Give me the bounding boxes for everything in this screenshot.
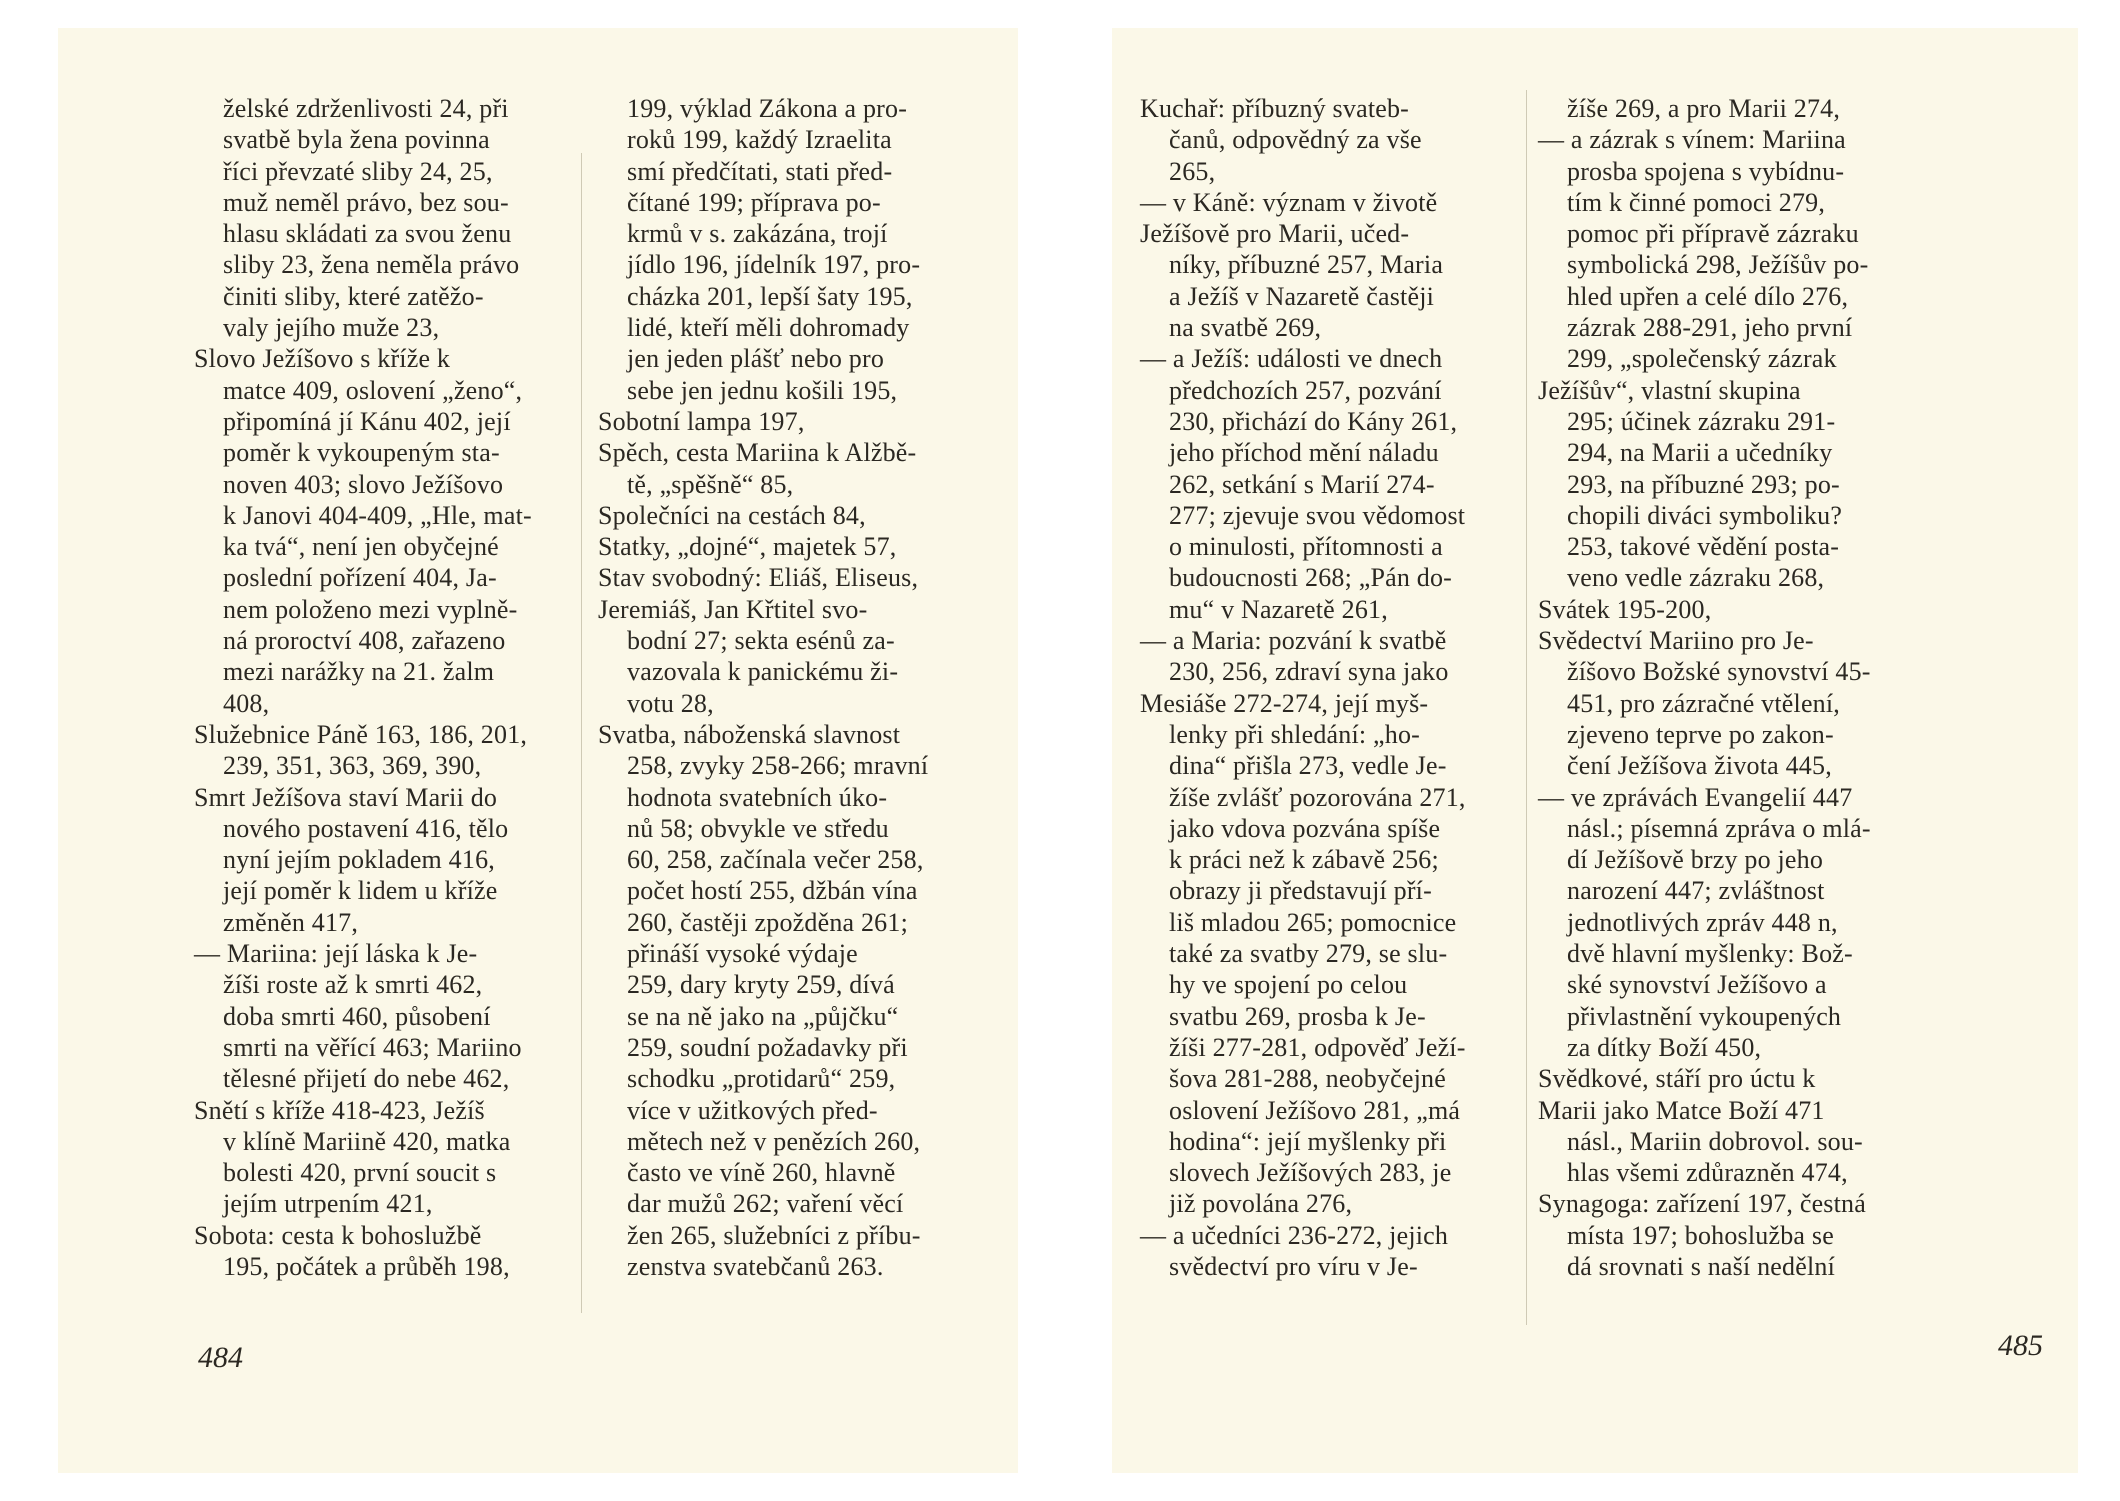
index-line: doba smrti 460, působení bbox=[223, 1001, 491, 1031]
index-line: činiti sliby, které zatěžo- bbox=[223, 281, 484, 311]
index-line: votu 28, bbox=[627, 688, 714, 718]
index-line: její poměr k lidem u kříže bbox=[223, 876, 498, 906]
index-line: tělesné přijetí do nebe 462, bbox=[223, 1064, 510, 1094]
index-line: 258, zvyky 258-266; mravní bbox=[627, 751, 929, 781]
index-column-3 bbox=[1140, 93, 1580, 1282]
index-line: šova 281-288, neobyčejné bbox=[1169, 1064, 1447, 1094]
index-line: Marii jako Matce Boží 471 bbox=[1538, 1095, 1825, 1125]
index-line: Smrt Ježíšova staví Marii do bbox=[194, 782, 498, 812]
index-line: předchozích 257, pozvání bbox=[1169, 375, 1442, 405]
index-line: prosba spojena s vybídnu- bbox=[1567, 156, 1845, 186]
index-line: a Ježíš v Nazaretě častěji bbox=[1169, 281, 1435, 311]
index-line: k práci než k zábavě 256; bbox=[1169, 845, 1439, 875]
index-line: 277; zjevuje svou vědomost bbox=[1169, 500, 1466, 530]
index-line: 294, na Marii a učedníky bbox=[1567, 438, 1833, 468]
index-line: 295; účinek zázraku 291- bbox=[1567, 406, 1836, 436]
index-line: 239, 351, 363, 369, 390, bbox=[223, 751, 482, 781]
index-line: 259, dary kryty 259, dívá bbox=[627, 970, 895, 1000]
index-line: — a učedníci 236-272, jejich bbox=[1140, 1220, 1449, 1250]
index-line: více v užitkových před- bbox=[627, 1095, 878, 1125]
right-page bbox=[1112, 28, 2078, 1473]
index-line: sebe jen jednu košili 195, bbox=[627, 375, 898, 405]
index-line: cházka 201, lepší šaty 195, bbox=[627, 281, 913, 311]
index-line: — a zázrak s vínem: Mariina bbox=[1538, 125, 1846, 155]
index-line: nového postavení 416, tělo bbox=[223, 813, 509, 843]
index-line: žíši roste až k smrti 462, bbox=[223, 970, 483, 1000]
index-line: roků 199, každý Izraelita bbox=[627, 125, 892, 155]
index-line: za dítky Boží 450, bbox=[1567, 1032, 1762, 1062]
index-line: 259, soudní požadavky při bbox=[627, 1032, 908, 1062]
index-line: dina“ přišla 273, vedle Je- bbox=[1169, 751, 1447, 781]
index-line: mu“ v Nazaretě 261, bbox=[1169, 594, 1388, 624]
index-line: v klíně Mariině 420, matka bbox=[223, 1126, 511, 1156]
index-line: níky, příbuzné 257, Maria bbox=[1169, 250, 1444, 280]
index-line: — a Maria: pozvání k svatbě bbox=[1140, 626, 1447, 656]
index-line: místa 197; bohoslužba se bbox=[1567, 1220, 1834, 1250]
index-line: matce 409, oslovení „ženo“, bbox=[223, 375, 523, 405]
index-line: o minulosti, přítomnosti a bbox=[1169, 532, 1443, 562]
index-line: 253, takové vědění posta- bbox=[1567, 532, 1840, 562]
index-line: říci převzaté sliby 24, 25, bbox=[223, 156, 493, 186]
index-line: Statky, „dojné“, majetek 57, bbox=[598, 532, 897, 562]
index-line: poměr k vykoupeným sta- bbox=[223, 438, 500, 468]
index-line: symbolická 298, Ježíšův po- bbox=[1567, 250, 1869, 280]
index-line: žíše zvlášť pozorována 271, bbox=[1169, 782, 1466, 812]
index-line: k Janovi 404-409, „Hle, mat- bbox=[223, 500, 532, 530]
index-line: — a Ježíš: události ve dnech bbox=[1140, 344, 1443, 374]
index-line: přivlastnění vykoupených bbox=[1567, 1001, 1842, 1031]
index-line: 230, 256, zdraví syna jako bbox=[1169, 657, 1449, 687]
index-line: žen 265, služebníci z příbu- bbox=[627, 1220, 921, 1250]
index-line: 299, „společenský zázrak bbox=[1567, 344, 1837, 374]
index-line: počet hostí 255, džbán vína bbox=[627, 876, 918, 906]
index-line: se na ně jako na „půjčku“ bbox=[627, 1001, 899, 1031]
index-line: budoucnosti 268; „Pán do- bbox=[1169, 563, 1453, 593]
index-line: hy ve spojení po celou bbox=[1169, 970, 1408, 1000]
index-line: tě, „spěšně“ 85, bbox=[627, 469, 794, 499]
index-line: Synagoga: zařízení 197, čestná bbox=[1538, 1189, 1866, 1219]
index-line: Kuchař: příbuzný svateb- bbox=[1140, 94, 1410, 123]
index-line: přináší vysoké výdaje bbox=[627, 939, 858, 969]
index-line: ná proroctví 408, zařazeno bbox=[223, 626, 506, 656]
index-line: Svátek 195-200, bbox=[1538, 594, 1712, 624]
index-line: vazovala k panickému ži- bbox=[627, 657, 899, 687]
index-line: tím k činné pomoci 279, bbox=[1567, 187, 1826, 217]
index-line: Sobotní lampa 197, bbox=[598, 406, 805, 436]
index-line: — ve zprávách Evangelií 447 bbox=[1538, 782, 1853, 812]
index-column-4 bbox=[1538, 93, 1978, 1282]
index-line: zázrak 288-291, jeho první bbox=[1567, 313, 1853, 343]
index-line: na svatbě 269, bbox=[1169, 313, 1322, 343]
index-line: pomoc při přípravě zázraku bbox=[1567, 219, 1859, 249]
index-line: čanů, odpovědný za vše bbox=[1169, 125, 1422, 155]
index-line: ské synovství Ježíšovo a bbox=[1567, 970, 1827, 1000]
index-line: žíše 269, a pro Marii 274, bbox=[1567, 94, 1841, 123]
column-divider bbox=[1526, 90, 1527, 1325]
index-line: dí Ježíšově brzy po jeho bbox=[1567, 845, 1824, 875]
index-line: 195, počátek a průběh 198, bbox=[223, 1251, 510, 1281]
page-number: 484 bbox=[198, 1341, 243, 1374]
index-line: krmů v s. zakázána, trojí bbox=[627, 219, 888, 249]
index-line: Snětí s kříže 418-423, Ježíš bbox=[194, 1095, 485, 1125]
index-line: 260, častěji zpožděna 261; bbox=[627, 907, 908, 937]
index-line: Ježíšův“, vlastní skupina bbox=[1538, 375, 1801, 405]
index-line: násl.; písemná zpráva o mlá- bbox=[1567, 813, 1871, 843]
index-line: sliby 23, žena neměla právo bbox=[223, 250, 520, 280]
index-line: želské zdrženlivosti 24, při bbox=[223, 94, 509, 123]
index-line: Společníci na cestách 84, bbox=[598, 500, 866, 530]
index-line: připomíná jí Kánu 402, její bbox=[223, 406, 511, 436]
index-line: zenstva svatebčanů 263. bbox=[627, 1251, 884, 1281]
index-line: svatbu 269, prosba k Je- bbox=[1169, 1001, 1426, 1031]
page-number: 485 bbox=[1998, 1329, 2043, 1362]
index-line: schodku „protidarů“ 259, bbox=[627, 1064, 896, 1094]
index-line: jen jeden plášť nebo pro bbox=[627, 344, 885, 374]
index-line: 408, bbox=[223, 688, 270, 718]
index-line: Sobota: cesta k bohoslužbě bbox=[194, 1220, 482, 1250]
index-line: liš mladou 265; pomocnice bbox=[1169, 907, 1457, 937]
index-line: žíšovo Božské synovství 45- bbox=[1567, 657, 1871, 687]
index-line: chopili diváci symboliku? bbox=[1567, 500, 1843, 530]
index-line: dvě hlavní myšlenky: Bož- bbox=[1567, 939, 1853, 969]
index-line: Svědkové, stáří pro úctu k bbox=[1538, 1064, 1816, 1094]
index-line: často ve víně 260, hlavně bbox=[627, 1158, 896, 1188]
index-line: valy jejího muže 23, bbox=[223, 313, 440, 343]
index-line: — Mariina: její láska k Je- bbox=[194, 939, 478, 969]
index-line: hlasu skládati za svou ženu bbox=[223, 219, 512, 249]
index-line: muž neměl právo, bez sou- bbox=[223, 187, 509, 217]
index-line: svědectví pro víru v Je- bbox=[1169, 1251, 1418, 1281]
index-column-1 bbox=[194, 93, 644, 1282]
index-line: 293, na příbuzné 293; po- bbox=[1567, 469, 1840, 499]
index-line: 199, výklad Zákona a pro- bbox=[627, 94, 908, 123]
index-line: hlas všemi zdůrazněn 474, bbox=[1567, 1158, 1848, 1188]
index-line: Svědectví Mariino pro Je- bbox=[1538, 626, 1814, 656]
index-line: hled upřen a celé dílo 276, bbox=[1567, 281, 1849, 311]
index-line: Spěch, cesta Mariina k Alžbě- bbox=[598, 438, 917, 468]
index-line: mezi narážky na 21. žalm bbox=[223, 657, 495, 687]
column-divider bbox=[581, 153, 582, 1313]
index-line: dar mužů 262; vaření věcí bbox=[627, 1189, 904, 1219]
index-line: změněn 417, bbox=[223, 907, 359, 937]
index-line: poslední pořízení 404, Ja- bbox=[223, 563, 497, 593]
index-line: lenky při shledání: „ho- bbox=[1169, 719, 1421, 749]
left-page bbox=[58, 28, 1018, 1473]
index-line: smí předčítati, stati před- bbox=[627, 156, 893, 186]
index-line: 265, bbox=[1169, 156, 1216, 186]
index-line: mětech než v penězích 260, bbox=[627, 1126, 921, 1156]
index-line: také za svatby 279, se slu- bbox=[1169, 939, 1448, 969]
index-line: Služebnice Páně 163, 186, 201, bbox=[194, 719, 528, 749]
index-line: jednotlivých zpráv 448 n, bbox=[1567, 907, 1838, 937]
index-line: Mesiáše 272-274, její myš- bbox=[1140, 688, 1429, 718]
index-line: jako vdova pozvána spíše bbox=[1169, 813, 1441, 843]
index-line: obrazy ji představují pří- bbox=[1169, 876, 1432, 906]
index-line: Jeremiáš, Jan Křtitel svo- bbox=[598, 594, 868, 624]
index-line: jídlo 196, jídelník 197, pro- bbox=[627, 250, 921, 280]
index-column-2 bbox=[598, 93, 1018, 1282]
index-line: nem položeno mezi vyplně- bbox=[223, 594, 518, 624]
index-line: Stav svobodný: Eliáš, Eliseus, bbox=[598, 563, 919, 593]
index-line: 60, 258, začínala večer 258, bbox=[627, 845, 924, 875]
index-line: 451, pro zázračné vtělení, bbox=[1567, 688, 1841, 718]
index-line: oslovení Ježíšovo 281, „má bbox=[1169, 1095, 1461, 1125]
index-line: veno vedle zázraku 268, bbox=[1567, 563, 1825, 593]
index-line: jeho příchod mění náladu bbox=[1169, 438, 1439, 468]
index-line: slovech Ježíšových 283, je bbox=[1169, 1158, 1452, 1188]
index-line: Svatba, náboženská slavnost bbox=[598, 719, 901, 749]
index-line: 230, přichází do Kány 261, bbox=[1169, 406, 1458, 436]
index-line: již povolána 276, bbox=[1169, 1189, 1353, 1219]
index-line: jejím utrpením 421, bbox=[223, 1189, 433, 1219]
index-line: žíši 277-281, odpověď Ježí- bbox=[1169, 1032, 1466, 1062]
index-line: hodnota svatebních úko- bbox=[627, 782, 888, 812]
index-line: smrti na věřící 463; Mariino bbox=[223, 1032, 522, 1062]
index-line: — v Káně: význam v životě bbox=[1140, 187, 1438, 217]
index-line: lidé, kteří měli dohromady bbox=[627, 313, 910, 343]
index-line: ka tvá“, není jen obyčejné bbox=[223, 532, 499, 562]
index-line: Ježíšově pro Marii, učed- bbox=[1140, 219, 1410, 249]
index-line: násl., Mariin dobrovol. sou- bbox=[1567, 1126, 1863, 1156]
index-line: 262, setkání s Marií 274- bbox=[1169, 469, 1435, 499]
index-line: dá srovnati s naší nedělní bbox=[1567, 1251, 1836, 1281]
index-line: narození 447; zvláštnost bbox=[1567, 876, 1825, 906]
index-line: nyní jejím pokladem 416, bbox=[223, 845, 495, 875]
index-line: hodina“: její myšlenky při bbox=[1169, 1126, 1447, 1156]
index-line: čení Ježíšova života 445, bbox=[1567, 751, 1832, 781]
index-line: svatbě byla žena povinna bbox=[223, 125, 490, 155]
index-line: nů 58; obvykle ve středu bbox=[627, 813, 889, 843]
index-line: Slovo Ježíšovo s kříže k bbox=[194, 344, 451, 374]
index-line: bolesti 420, první soucit s bbox=[223, 1158, 497, 1188]
index-line: zjeveno teprve po zakon- bbox=[1567, 719, 1834, 749]
index-line: noven 403; slovo Ježíšovo bbox=[223, 469, 504, 499]
index-line: bodní 27; sekta esénů za- bbox=[627, 626, 895, 656]
index-line: čítané 199; příprava po- bbox=[627, 187, 881, 217]
